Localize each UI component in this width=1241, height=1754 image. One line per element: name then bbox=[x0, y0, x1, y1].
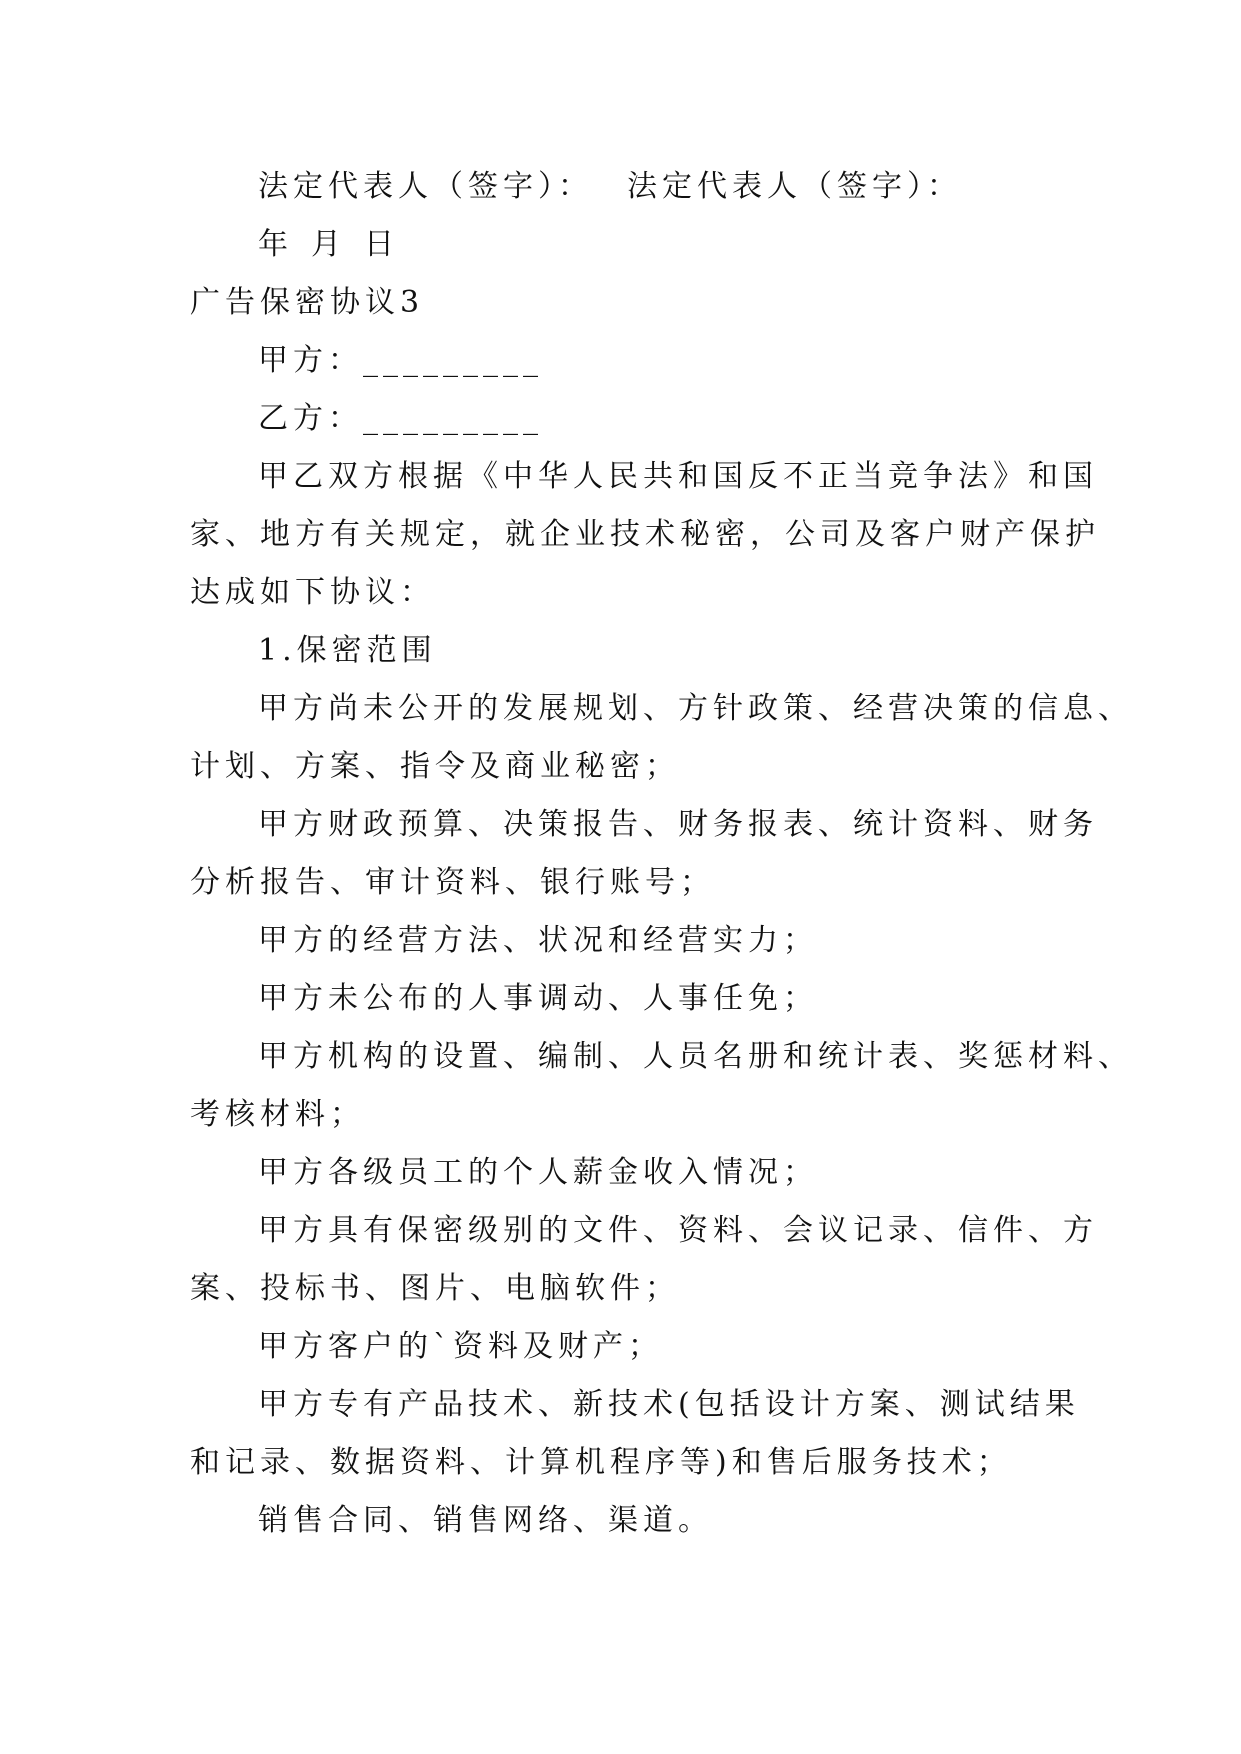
scope-item-1-line-1: 甲方尚未公开的发展规划、方针政策、经营决策的信息、 bbox=[258, 691, 1133, 726]
section-title: 广告保密协议3 bbox=[190, 285, 425, 320]
preamble-line-3: 达成如下协议： bbox=[190, 575, 435, 610]
date-day: 日 bbox=[364, 227, 399, 262]
scope-item-6: 甲方各级员工的个人薪金收入情况； bbox=[258, 1155, 818, 1190]
date-month: 月 bbox=[311, 227, 346, 262]
date-year: 年 bbox=[258, 227, 293, 262]
scope-item-9-line-1: 甲方专有产品技术、新技术(包括设计方案、测试结果 bbox=[258, 1387, 1080, 1422]
signature-line bbox=[190, 158, 1066, 216]
scope-item-7-line-1: 甲方具有保密级别的文件、资料、会议记录、信件、方 bbox=[258, 1213, 1098, 1248]
scope-item-4: 甲方未公布的人事调动、人事任免； bbox=[258, 981, 818, 1016]
preamble-line-2: 家、地方有关规定，就企业技术秘密，公司及客户财产保护 bbox=[190, 517, 1100, 552]
preamble-line-1: 甲乙双方根据《中华人民共和国反不正当竞争法》和国 bbox=[258, 459, 1098, 494]
scope-item-8: 甲方客户的`资料及财产； bbox=[258, 1329, 663, 1364]
date-line bbox=[190, 216, 1066, 274]
scope-item-3: 甲方的经营方法、状况和经营实力； bbox=[258, 923, 818, 958]
document-body bbox=[190, 158, 1133, 1550]
clause-heading: 1.保密范围 bbox=[258, 633, 437, 668]
scope-item-5-line-1: 甲方机构的设置、编制、人员名册和统计表、奖惩材料、 bbox=[258, 1039, 1133, 1074]
party-a-signature-label: 法定代表人（签字）： bbox=[258, 169, 593, 204]
scope-item-2-line-2: 分析报告、审计资料、银行账号； bbox=[190, 865, 715, 900]
scope-item-5-line-2: 考核材料； bbox=[190, 1097, 365, 1132]
scope-item-10: 销售合同、销售网络、渠道。 bbox=[258, 1503, 713, 1538]
scope-item-1-line-2: 计划、方案、指令及商业秘密； bbox=[190, 749, 680, 784]
scope-item-7-line-2: 案、投标书、图片、电脑软件； bbox=[190, 1271, 680, 1306]
scope-item-9-line-2: 和记录、数据资料、计算机程序等)和售后服务技术； bbox=[190, 1445, 1012, 1480]
party-a-line: 甲方：_________ bbox=[258, 343, 543, 378]
scope-item-2-line-1: 甲方财政预算、决策报告、财务报表、统计资料、财务 bbox=[258, 807, 1098, 842]
party-b-line: 乙方：_________ bbox=[258, 401, 543, 436]
party-b-signature-label: 法定代表人（签字）： bbox=[627, 169, 962, 204]
